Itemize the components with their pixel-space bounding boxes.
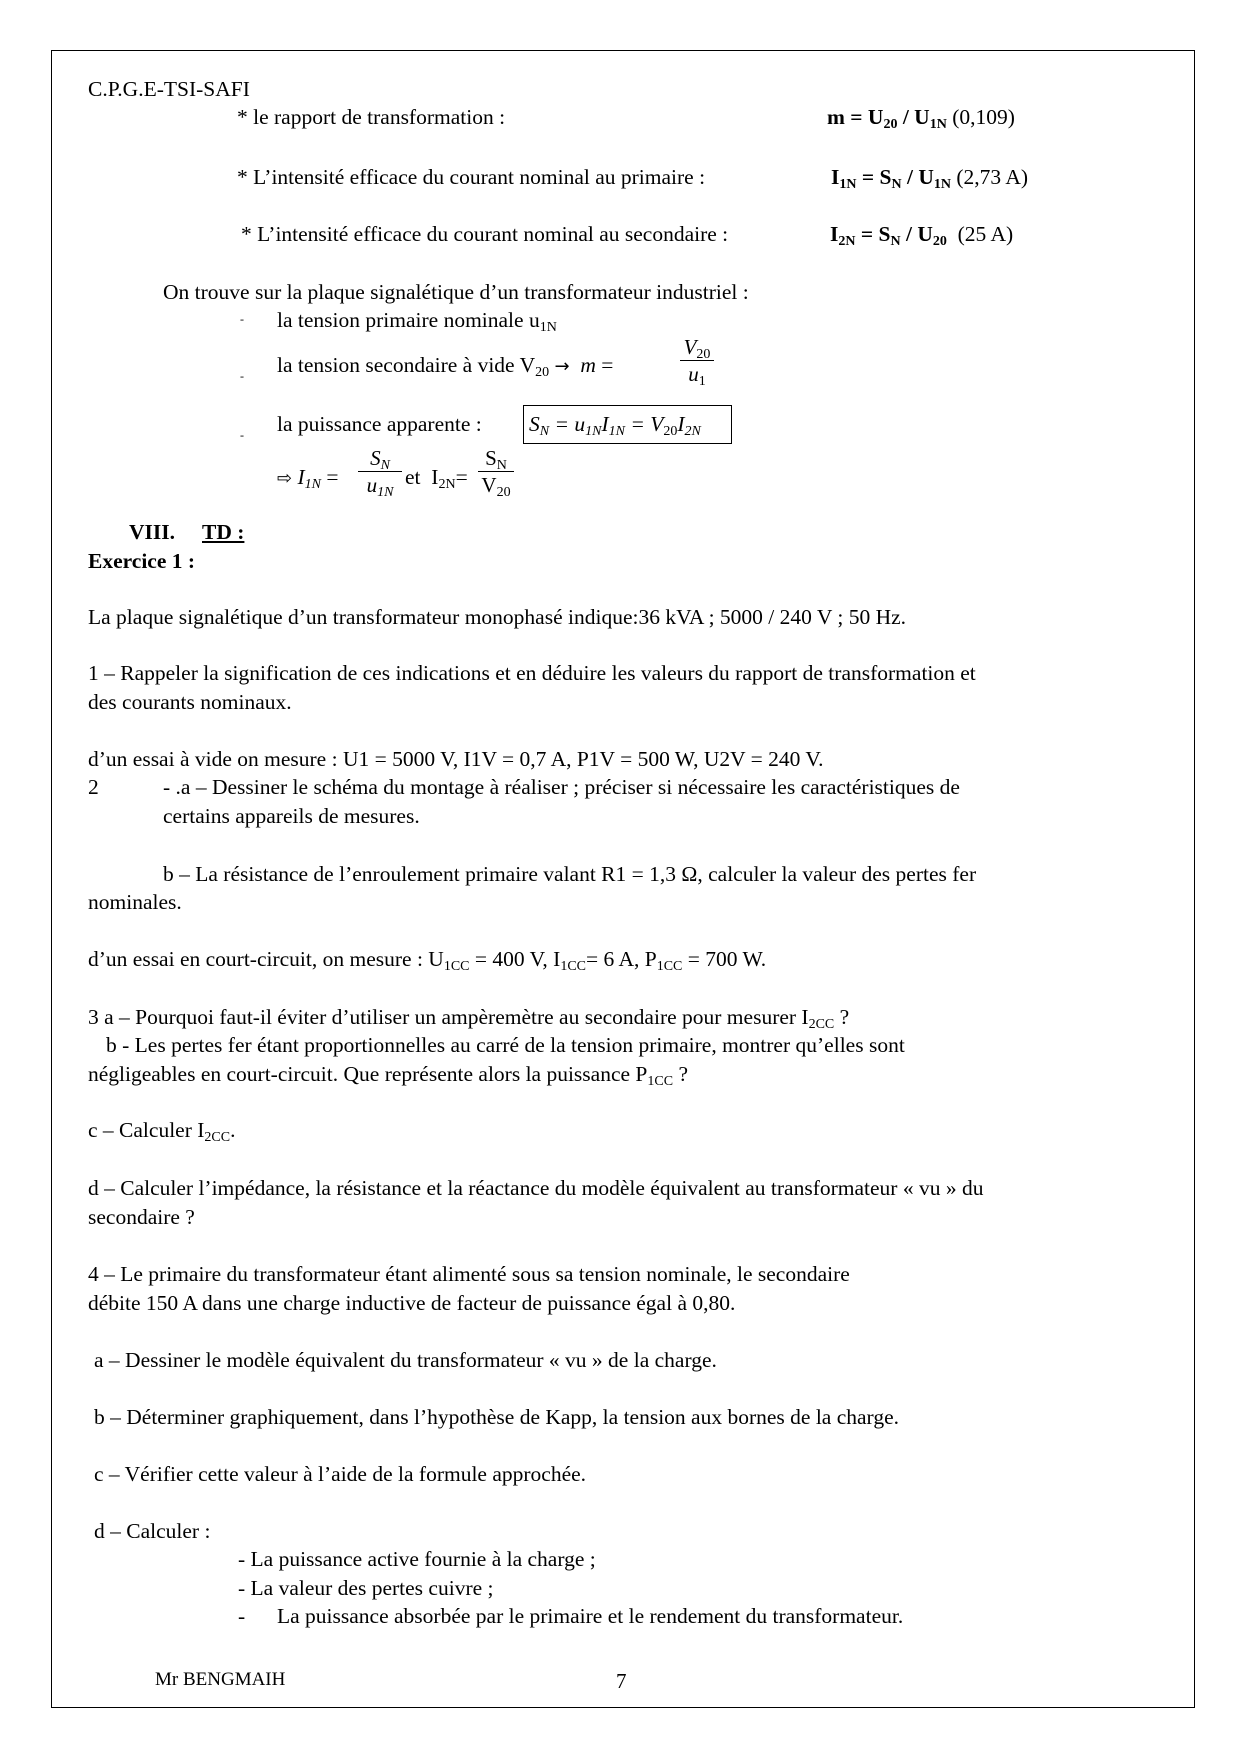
q3b-end: ? bbox=[673, 1062, 688, 1086]
question-3d-line1: d – Calculer l’impédance, la résistance et la réactance du modèle équivalent au transformateur « vu » du bbox=[88, 1176, 984, 1200]
bullet-dash: - bbox=[240, 369, 244, 383]
question-4-line2: débite 150 A dans une charge inductive de facteur de puissance égal à 0,80. bbox=[88, 1291, 736, 1315]
i2n-formula: $I_{2N} = S_N / U_{20}$ (25 A) bbox=[830, 222, 1014, 249]
question-3c: c – Calculer $I_{2CC}$. bbox=[88, 1118, 236, 1145]
question-4a: a – Dessiner le modèle équivalent du transformateur « vu » de la charge. bbox=[94, 1348, 717, 1372]
q3b-text: négligeables en court-circuit. Que représente alors la puissance P bbox=[88, 1062, 648, 1086]
q3c-text: c – Calculer I bbox=[88, 1118, 205, 1142]
i1n-fraction: $S_N$ $u_{1N}$ bbox=[358, 446, 402, 497]
i2n-label: * L’intensité efficace du courant nominal au secondaire : bbox=[241, 222, 729, 246]
i2n-fraction: $S_N$ $V_{20}$ bbox=[478, 446, 514, 497]
page-number: 7 bbox=[616, 1669, 627, 1693]
question-3d-line2: secondaire ? bbox=[88, 1205, 195, 1229]
question-4c: c – Vérifier cette valeur à l’aide de la formule approchée. bbox=[94, 1462, 587, 1486]
plate-item-primary-text: la tension primaire nominale u bbox=[277, 308, 540, 332]
current-formula-et: et $I_{2N}=$ bbox=[405, 465, 468, 492]
ratio-label: * le rapport de transformation : bbox=[237, 105, 506, 129]
q3c-end: . bbox=[230, 1118, 236, 1142]
cc-text-4: = 700 W. bbox=[682, 947, 767, 971]
plate-item-secondary: la tension secondaire à vide $V_{20} \to m$ = bbox=[277, 353, 614, 380]
plate-item-primary: la tension primaire nominale $u_{1N}$ bbox=[277, 308, 557, 335]
plate-intro: On trouve sur la plaque signalétique d’un transformateur industriel : bbox=[163, 280, 749, 304]
paragraph-plate: La plaque signalétique d’un transformateur monophasé indique:36 kVA ; 5000 / 240 V ; 50 Hz. bbox=[88, 605, 907, 629]
q3a-end: ? bbox=[834, 1005, 850, 1029]
question-1-line2: des courants nominaux. bbox=[88, 690, 292, 714]
ratio-formula: $m = U_{20} / U_{1N}$ (0,109) bbox=[827, 105, 1015, 132]
cc-text-1: d’un essai en court-circuit, on mesure : U bbox=[88, 947, 444, 971]
power-formula: $S_N = u_{1N}I_{1N} = V_{20}I_{2N}$ bbox=[529, 412, 701, 439]
question-2b-line1: b – La résistance de l’enroulement primaire valant R1 = 1,3 Ω, calculer la valeur des pertes fer bbox=[163, 862, 977, 886]
q3a-text: 3 a – Pourquoi faut-il éviter d’utiliser un ampèremètre au secondaire pour mesurer I bbox=[88, 1005, 809, 1029]
plate-item-power: la puissance apparente : bbox=[277, 412, 482, 436]
i1n-label: * L’intensité efficace du courant nominal au primaire : bbox=[237, 165, 706, 189]
question-4b: b – Déterminer graphiquement, dans l’hypothèse de Kapp, la tension aux bornes de la charge. bbox=[94, 1405, 900, 1429]
school-header: C.P.G.E-TSI-SAFI bbox=[88, 77, 250, 101]
bullet-dash: - bbox=[240, 312, 244, 326]
question-4d-item3-dash: - bbox=[238, 1604, 246, 1628]
exercise-title: Exercice 1 : bbox=[88, 549, 196, 573]
question-3b-line2: négligeables en court-circuit. Que représente alors la puissance $P_{1CC}$ ? bbox=[88, 1062, 688, 1089]
question-4d-item2: - La valeur des pertes cuivre ; bbox=[238, 1576, 494, 1600]
question-4-line1: 4 – Le primaire du transformateur étant alimenté sous sa tension nominale, le secondaire bbox=[88, 1262, 850, 1286]
arrow-icon: ⇨ bbox=[277, 468, 293, 489]
ratio-fraction: $V_{20}$ $u_1$ bbox=[680, 335, 714, 386]
question-2a-line2: certains appareils de mesures. bbox=[163, 804, 420, 828]
section-number: VIII. bbox=[129, 520, 176, 544]
question-1-line1: 1 – Rappeler la signification de ces indications et en déduire les valeurs du rapport de transformation et bbox=[88, 661, 976, 685]
section-title: TD : bbox=[202, 520, 245, 544]
question-3a: 3 a – Pourquoi faut-il éviter d’utiliser un ampèremètre au secondaire pour mesurer $I_{2CC}$ ? bbox=[88, 1005, 850, 1032]
et-text: et bbox=[405, 465, 421, 489]
current-formula-line: ⇨ $I_{1N}$ = bbox=[277, 465, 339, 492]
no-load-test: d’un essai à vide on mesure : U1 = 5000 V, I1V = 0,7 A, P1V = 500 W, U2V = 240 V. bbox=[88, 747, 824, 771]
cc-text-3: = 6 A, P bbox=[586, 947, 657, 971]
question-4d: d – Calculer : bbox=[94, 1519, 211, 1543]
question-2-number: 2 bbox=[88, 775, 99, 799]
question-3b-line1: b - Les pertes fer étant proportionnelles au carré de la tension primaire, montrer qu’elles sont bbox=[106, 1033, 905, 1057]
short-circuit-test: d’un essai en court-circuit, on mesure : $U_{1CC} = 400$ V, $I_{1CC}= 6$ A, $P_{1CC} = 700$ W. bbox=[88, 947, 767, 974]
plate-item-secondary-text: la tension secondaire à vide V bbox=[277, 353, 536, 377]
i2n-value: (25 A) bbox=[957, 222, 1014, 246]
bullet-dash: - bbox=[240, 428, 244, 442]
cc-text-2: = 400 V, I bbox=[469, 947, 561, 971]
question-2b-line2: nominales. bbox=[88, 890, 182, 914]
i1n-formula: $I_{1N} = S_N / U_{1N}$ (2,73 A) bbox=[831, 165, 1029, 192]
question-2a-line1: - .a – Dessiner le schéma du montage à réaliser ; préciser si nécessaire les caractéristiques de bbox=[163, 775, 960, 799]
footer-author: Mr BENGMAIH bbox=[155, 1669, 286, 1690]
question-4d-item1: - La puissance active fournie à la charge ; bbox=[238, 1547, 596, 1571]
question-4d-item3: La puissance absorbée par le primaire et le rendement du transformateur. bbox=[277, 1604, 904, 1628]
i1n-value: (2,73 A) bbox=[956, 165, 1029, 189]
ratio-value: (0,109) bbox=[952, 105, 1015, 129]
